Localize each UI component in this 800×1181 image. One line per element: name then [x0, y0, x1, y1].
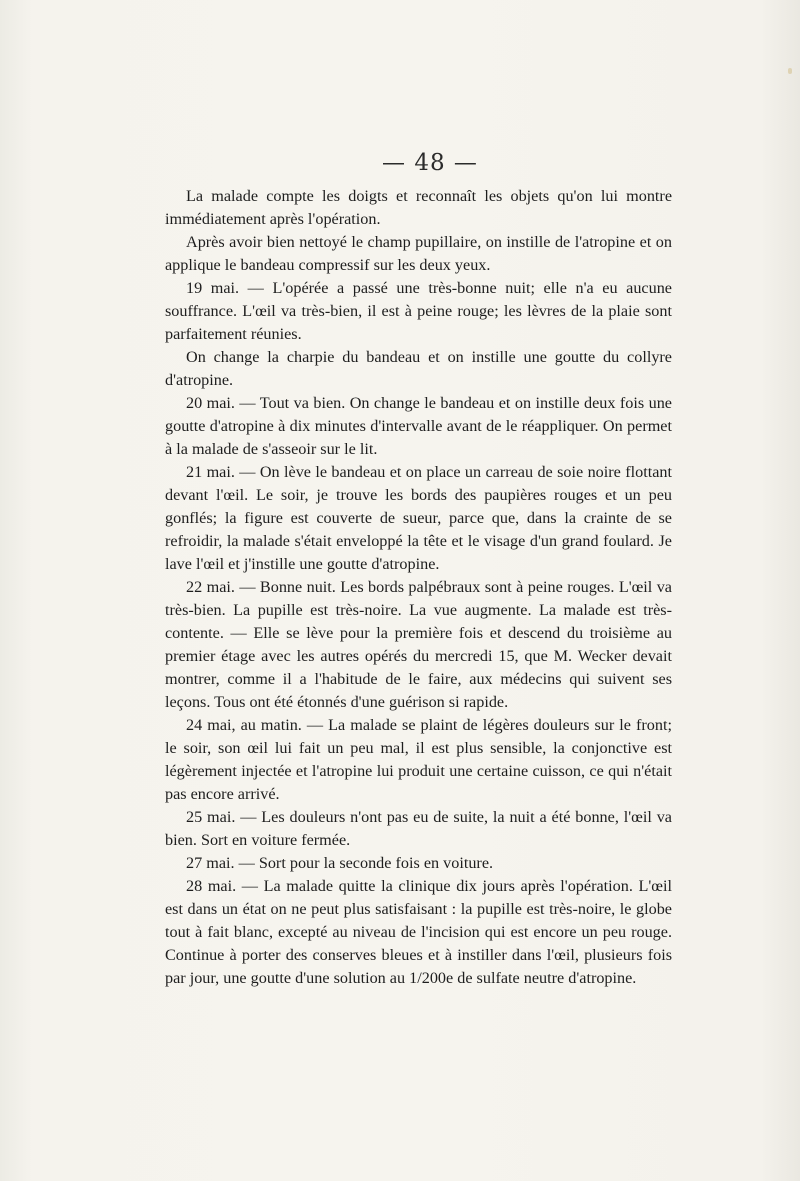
paragraph-10: 27 mai. — Sort pour la seconde fois en voiture.	[186, 854, 494, 872]
paragraph-4: On change la charpie du bandeau et on instille une goutte du collyre d'atropine.	[165, 348, 672, 389]
paragraph-9: 25 mai. — Les douleurs n'ont pas eu de suite, la nuit a été bonne, l'œil va bien. Sort en voiture fermée.	[165, 808, 672, 849]
body-text	[165, 185, 672, 990]
paragraph-2: Après avoir bien nettoyé le champ pupillaire, on instille de l'atropine et on applique le bandeau compressif sur les deux yeux.	[165, 233, 672, 274]
paragraph-5: 20 mai. — Tout va bien. On change le bandeau et on instille deux fois une goutte d'atropine à dix minutes d'intervalle avant de le réappliquer. On permet à la malade de s'asseoir sur le lit.	[165, 394, 672, 458]
paragraph-3: 19 mai. — L'opérée a passé une très-bonne nuit; elle n'a eu aucune souffrance. L'œil va très-bien, il est à peine rouge; les lèvres de la plaie sont parfaitement réunies.	[165, 279, 672, 343]
paragraph-11: 28 mai. — La malade quitte la clinique dix jours après l'opération. L'œil est dans un état on ne peut plus satisfaisant : la pupille est très-noire, le globe tout à fait blanc, excepté au niveau de l'incision qui est encore un peu rouge. Continue à porter des conserves bleues et à instiller dans l'œil, plusieurs fois par jour, une goutte d'une solution au 1/200e de sulfate neutre d'atropine.	[165, 877, 672, 987]
page-number: — 48 —	[382, 150, 478, 176]
paragraph-7: 22 mai. — Bonne nuit. Les bords palpébraux sont à peine rouges. L'œil va très-bien. La pupille est très-noire. La vue augmente. La malade est très-contente. — Elle se lève pour la première fois et descend du troisième au premier étage avec les autres opérés du mercredi 15, que M. Wecker devait montrer, comme il a l'habitude de le faire, aux médecins qui suivent ses leçons. Tous ont été étonnés d'une guérison si rapide.	[165, 578, 672, 711]
paragraph-8: 24 mai, au matin. — La malade se plaint de légères douleurs sur le front; le soir, son œil lui fait un peu mal, il est plus sensible, la conjonctive est légèrement injectée et l'atropine lui produit une certaine cuisson, ce qui n'était pas encore arrivé.	[165, 716, 672, 803]
paragraph-6: 21 mai. — On lève le bandeau et on place un carreau de soie noire flottant devant l'œil. Le soir, je trouve les bords des paupières rouges et un peu gonflés; la figure est couverte de sueur, parce que, dans la crainte de se refroidir, la malade s'était enveloppé la tête et le visage d'un grand foulard. Je lave l'œil et j'instille une goutte d'atropine.	[165, 463, 672, 573]
paper-stain	[788, 68, 792, 74]
paragraph-1: La malade compte les doigts et reconnaît les objets qu'on lui montre immédiatement après l'opération.	[165, 187, 672, 228]
